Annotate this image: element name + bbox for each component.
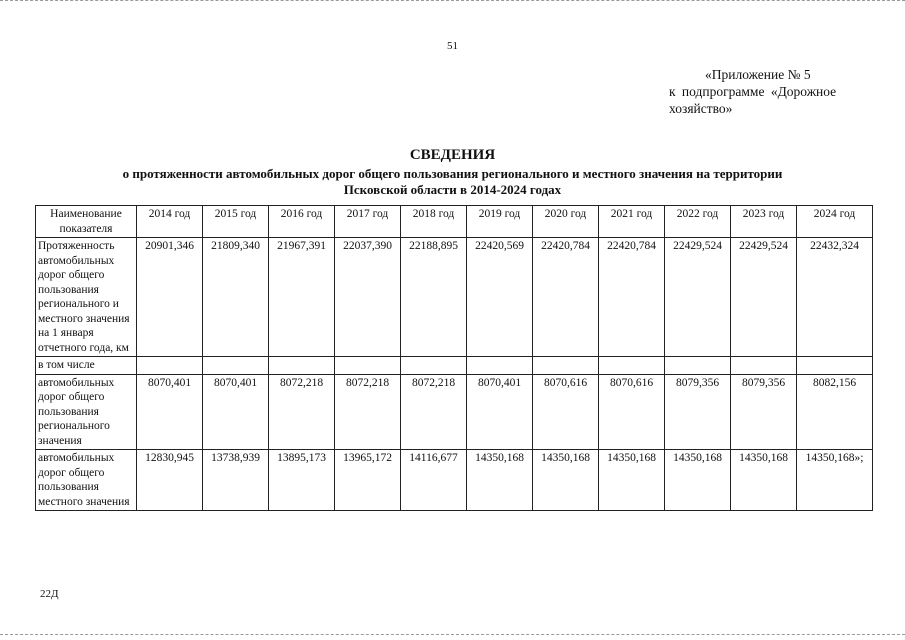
cell-value bbox=[731, 357, 797, 375]
cell-value: 20901,346 bbox=[137, 238, 203, 357]
header-year: 2015 год bbox=[203, 206, 269, 238]
cell-value: 14116,677 bbox=[401, 450, 467, 511]
header-indicator: Наименование показателя bbox=[36, 206, 137, 238]
cell-value: 8070,401 bbox=[137, 374, 203, 450]
cell-value bbox=[467, 357, 533, 375]
row-label: автомобильных дорог общего пользования регионального значения bbox=[36, 374, 137, 450]
cell-value: 8082,156 bbox=[797, 374, 873, 450]
cell-value: 13738,939 bbox=[203, 450, 269, 511]
cell-value bbox=[137, 357, 203, 375]
cell-value bbox=[599, 357, 665, 375]
document-subtitle bbox=[40, 166, 865, 198]
appendix-reference bbox=[669, 66, 869, 117]
cell-value bbox=[401, 357, 467, 375]
document-title: СВЕДЕНИЯ bbox=[409, 147, 496, 163]
cell-value: 14350,168 bbox=[599, 450, 665, 511]
cell-value: 14350,168 bbox=[467, 450, 533, 511]
cell-value: 12830,945 bbox=[137, 450, 203, 511]
header-year: 2024 год bbox=[797, 206, 873, 238]
table-row bbox=[36, 238, 873, 357]
cell-value: 8072,218 bbox=[335, 374, 401, 450]
cell-value bbox=[269, 357, 335, 375]
scan-edge-top bbox=[0, 0, 905, 4]
cell-value bbox=[797, 357, 873, 375]
row-label: Протяженность автомобильных дорог общего пользования регионального и местного значения на 1 января отчетного года, км bbox=[36, 238, 137, 357]
cell-value: 14350,168»; bbox=[797, 450, 873, 511]
cell-value: 8072,218 bbox=[401, 374, 467, 450]
header-year: 2021 год bbox=[599, 206, 665, 238]
cell-value bbox=[203, 357, 269, 375]
cell-value: 13965,172 bbox=[335, 450, 401, 511]
cell-value: 22429,524 bbox=[665, 238, 731, 357]
cell-value bbox=[665, 357, 731, 375]
cell-value: 8070,401 bbox=[467, 374, 533, 450]
table-row bbox=[36, 450, 873, 511]
cell-value: 21967,391 bbox=[269, 238, 335, 357]
table-row bbox=[36, 357, 873, 375]
header-year: 2017 год bbox=[335, 206, 401, 238]
cell-value: 13895,173 bbox=[269, 450, 335, 511]
page-number: 51 bbox=[447, 40, 458, 52]
appendix-line-2: к подпрограмме «Дорожное bbox=[669, 84, 837, 99]
cell-value: 22420,569 bbox=[467, 238, 533, 357]
cell-value: 14350,168 bbox=[533, 450, 599, 511]
cell-value: 22432,324 bbox=[797, 238, 873, 357]
row-label: в том числе bbox=[36, 357, 137, 375]
table-row bbox=[36, 374, 873, 450]
header-year: 2014 год bbox=[137, 206, 203, 238]
subtitle-line-2: Псковской области в 2014-2024 годах bbox=[343, 182, 562, 197]
road-length-table bbox=[35, 205, 873, 511]
header-year: 2019 год bbox=[467, 206, 533, 238]
cell-value: 8079,356 bbox=[665, 374, 731, 450]
appendix-line-3: хозяйство» bbox=[669, 101, 733, 116]
cell-value: 22188,895 bbox=[401, 238, 467, 357]
cell-value: 22420,784 bbox=[599, 238, 665, 357]
cell-value: 8072,218 bbox=[269, 374, 335, 450]
cell-value bbox=[335, 357, 401, 375]
header-year: 2023 год bbox=[731, 206, 797, 238]
scan-edge-bottom bbox=[0, 634, 905, 637]
cell-value: 22420,784 bbox=[533, 238, 599, 357]
table-header-row bbox=[36, 206, 873, 238]
header-year: 2020 год bbox=[533, 206, 599, 238]
cell-value: 14350,168 bbox=[731, 450, 797, 511]
cell-value: 8070,616 bbox=[599, 374, 665, 450]
cell-value: 8070,401 bbox=[203, 374, 269, 450]
cell-value: 22429,524 bbox=[731, 238, 797, 357]
header-year: 2022 год bbox=[665, 206, 731, 238]
cell-value: 8079,356 bbox=[731, 374, 797, 450]
header-year: 2018 год bbox=[401, 206, 467, 238]
cell-value bbox=[533, 357, 599, 375]
footer-code: 22Д bbox=[40, 588, 59, 600]
cell-value: 21809,340 bbox=[203, 238, 269, 357]
appendix-line-1: «Приложение № 5 bbox=[705, 67, 811, 82]
cell-value: 14350,168 bbox=[665, 450, 731, 511]
cell-value: 22037,390 bbox=[335, 238, 401, 357]
subtitle-line-1: о протяженности автомобильных дорог общего пользования регионального и местного значения на территории bbox=[122, 166, 783, 181]
header-year: 2016 год bbox=[269, 206, 335, 238]
cell-value: 8070,616 bbox=[533, 374, 599, 450]
row-label: автомобильных дорог общего пользования местного значения bbox=[36, 450, 137, 511]
